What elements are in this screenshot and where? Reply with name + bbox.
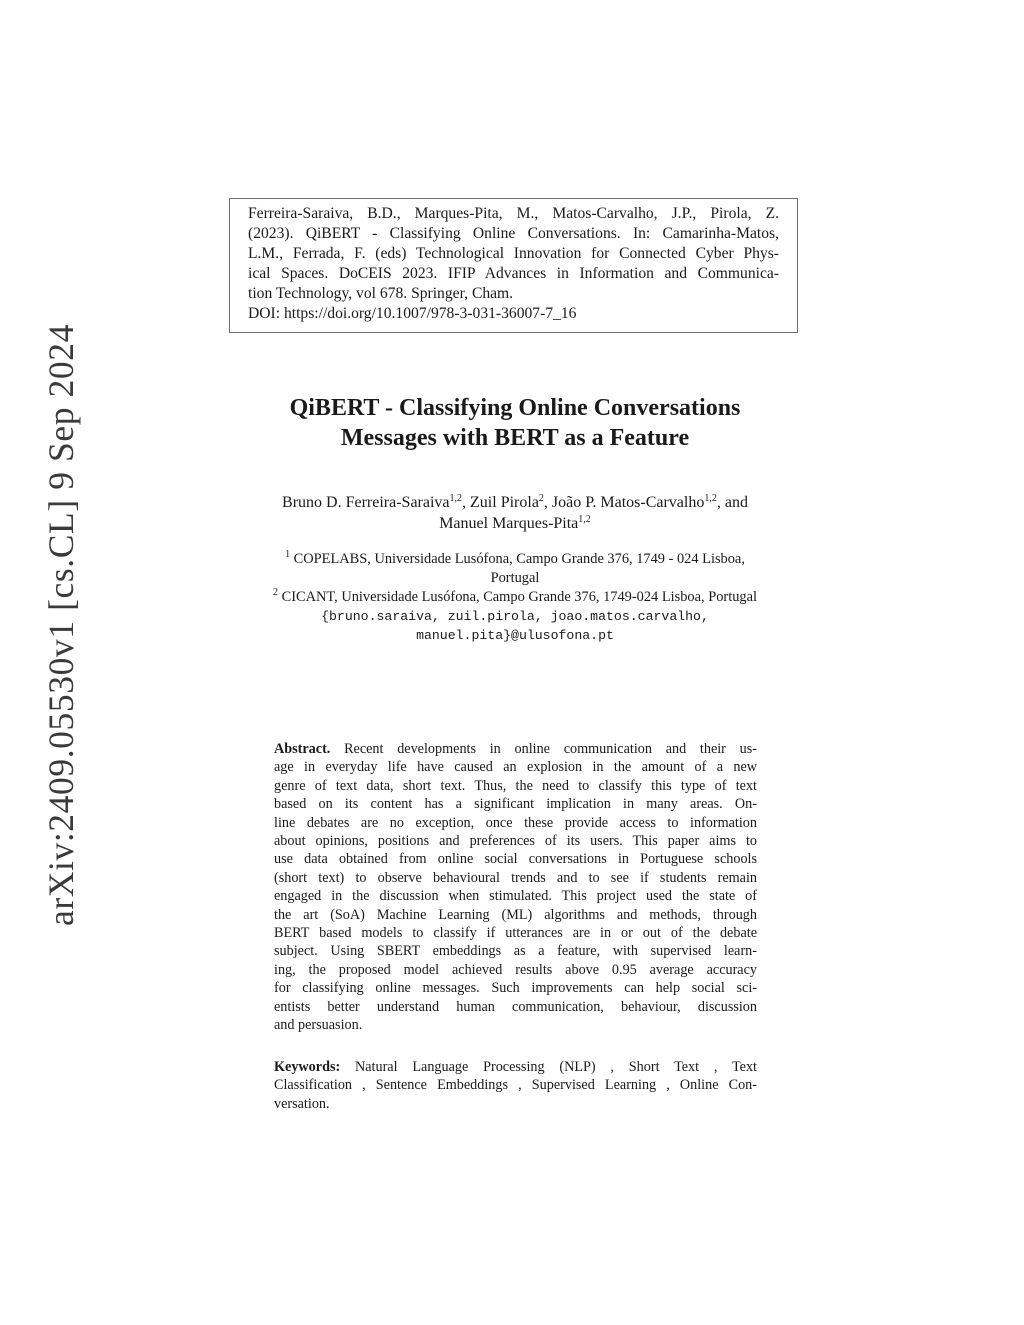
author-emails-continued[interactable]: manuel.pita}@ulusofona.pt bbox=[416, 628, 614, 643]
author-list bbox=[0, 492, 1024, 534]
keywords-line bbox=[274, 1058, 757, 1076]
affiliation-2 bbox=[0, 588, 1024, 607]
abstract-line: use data obtained from online social conversations in Portuguese schools bbox=[274, 851, 757, 868]
paper-title bbox=[0, 393, 1024, 453]
author-name: Bruno D. Ferreira-Saraiva bbox=[282, 494, 450, 511]
abstract-line: for classifying online messages. Such improvements can help social sci- bbox=[274, 980, 757, 997]
keywords-label: Keywords: bbox=[274, 1059, 341, 1075]
author-name: Manuel Marques-Pita bbox=[439, 515, 579, 532]
abstract-line: (short text) to observe behavioural trends and to see if students remain bbox=[274, 869, 757, 886]
citation-doi-link[interactable]: DOI: https://doi.org/10.1007/978-3-031-36007-7_16 bbox=[248, 305, 577, 322]
affiliation-marker: 2 bbox=[273, 587, 279, 598]
title-line-2: Messages with BERT as a Feature bbox=[340, 425, 690, 451]
affiliations bbox=[0, 550, 1024, 645]
abstract-line: BERT based models to classify if utterances are in or out of the debate bbox=[274, 925, 757, 942]
title-line-1: QiBERT - Classifying Online Conversations bbox=[289, 395, 741, 421]
author-separator: , and bbox=[716, 494, 748, 511]
author-affiliation-marker: 2 bbox=[538, 493, 544, 504]
abstract-line: the art (SoA) Machine Learning (ML) algorithms and methods, through bbox=[274, 906, 757, 923]
abstract-line: genre of text data, short text. Thus, the need to classify this type of text bbox=[274, 777, 757, 794]
affiliation-text: COPELABS, Universidade Lusófona, Campo Grande 376, 1749 - 024 Lisboa, bbox=[290, 551, 745, 567]
abstract-line: based on its content has a significant implication in many areas. On- bbox=[274, 796, 757, 813]
author-name: , Zuil Pirola bbox=[462, 494, 539, 511]
abstract-line: age in everyday life have caused an explosion in the amount of a new bbox=[274, 759, 757, 776]
citation-line: ical Spaces. DoCEIS 2023. IFIP Advances in Information and Communica- bbox=[248, 265, 779, 282]
abstract-label: Abstract. bbox=[274, 741, 331, 757]
keywords-line: Classification , Sentence Embeddings , Supervised Learning , Online Con- bbox=[274, 1077, 757, 1094]
abstract-line bbox=[274, 740, 757, 758]
keywords-text: Natural Language Processing (NLP) , Short Text , Text bbox=[340, 1059, 757, 1075]
arxiv-identifier: arXiv:2409.05530v1 [cs.CL] 9 Sep 2024 bbox=[41, 324, 81, 926]
author-name: , João P. Matos-Carvalho bbox=[543, 494, 705, 511]
citation-line: Ferreira-Saraiva, B.D., Marques-Pita, M., Matos-Carvalho, J.P., Pirola, Z. bbox=[248, 205, 779, 222]
citation-line: tion Technology, vol 678. Springer, Cham. bbox=[248, 285, 514, 302]
authors-line-1 bbox=[0, 492, 1024, 513]
abstract-line: subject. Using SBERT embeddings as a feature, with supervised learn- bbox=[274, 943, 757, 960]
abstract-line: and persuasion. bbox=[274, 1017, 363, 1034]
affiliation-1 bbox=[0, 550, 1024, 569]
citation-box bbox=[229, 198, 798, 333]
affiliation-1-continued: Portugal bbox=[490, 570, 540, 586]
abstract-text: Recent developments in online communication and their us- bbox=[330, 741, 757, 757]
author-affiliation-marker: 1,2 bbox=[578, 514, 591, 525]
authors-line-2 bbox=[0, 513, 1024, 534]
abstract-line: line debates are no exception, once these provide access to information bbox=[274, 814, 757, 831]
abstract-line: engaged in the discussion when stimulated. This project used the state of bbox=[274, 888, 757, 905]
abstract-line: ing, the proposed model achieved results above 0.95 average accuracy bbox=[274, 961, 757, 978]
keywords-line: versation. bbox=[274, 1095, 330, 1112]
author-affiliation-marker: 1,2 bbox=[449, 493, 463, 504]
abstract bbox=[274, 740, 757, 1035]
abstract-line: entists better understand human communication, behaviour, discussion bbox=[274, 998, 757, 1015]
abstract-line: about opinions, positions and preferences of its users. This paper aims to bbox=[274, 833, 757, 850]
affiliation-text: CICANT, Universidade Lusófona, Campo Grande 376, 1749-024 Lisboa, Portugal bbox=[278, 589, 757, 605]
keywords bbox=[274, 1058, 757, 1113]
author-emails[interactable]: {bruno.saraiva, zuil.pirola, joao.matos.carvalho, bbox=[321, 609, 709, 624]
author-affiliation-marker: 1,2 bbox=[704, 493, 717, 504]
citation-line: (2023). QiBERT - Classifying Online Conversations. In: Camarinha-Matos, bbox=[248, 225, 779, 242]
citation-line: L.M., Ferrada, F. (eds) Technological Innovation for Connected Cyber Phys- bbox=[248, 245, 779, 262]
affiliation-marker: 1 bbox=[285, 549, 291, 560]
